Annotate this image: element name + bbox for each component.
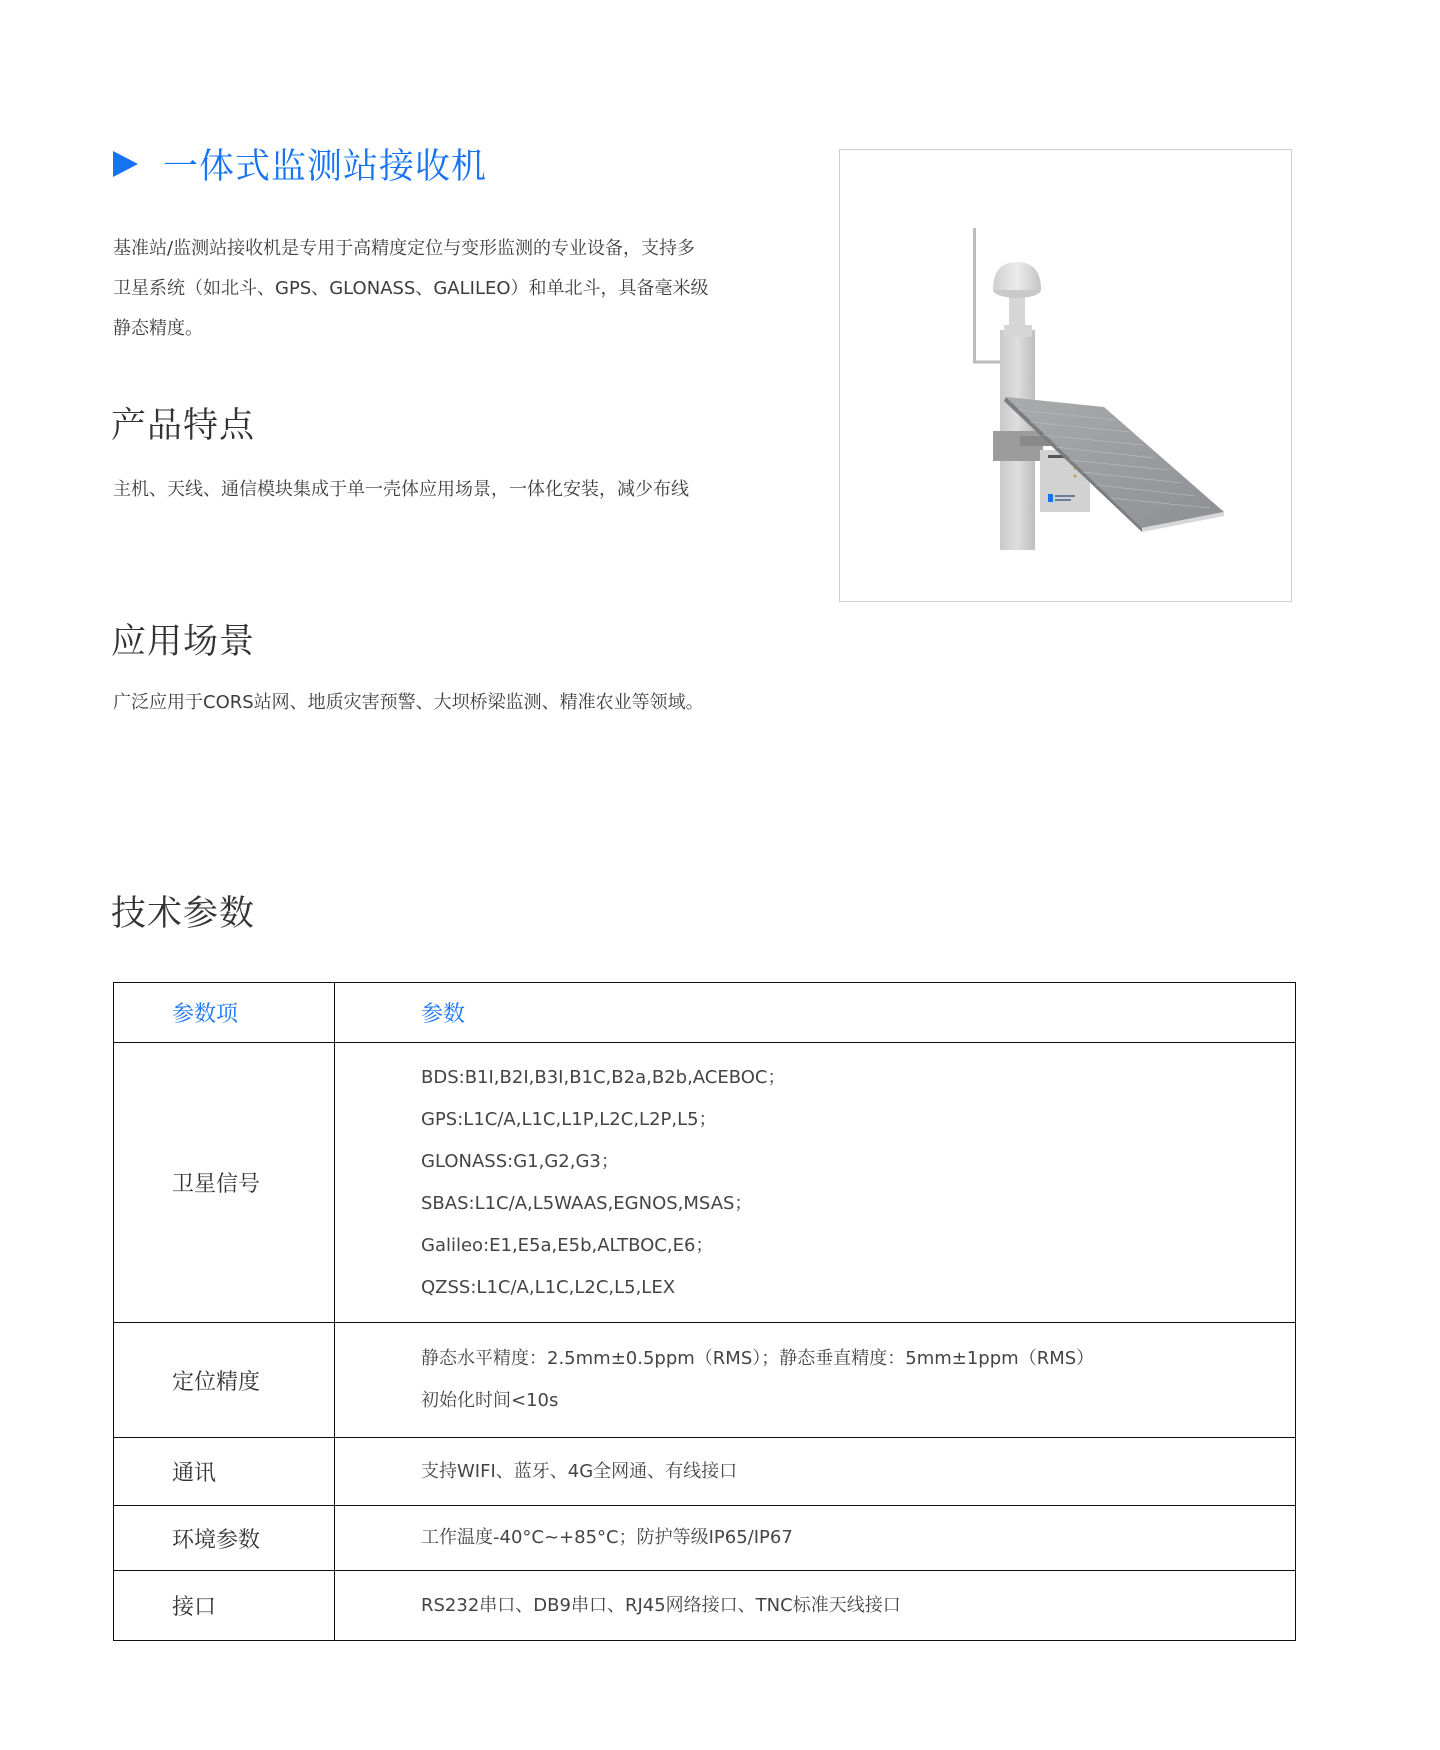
product-description: 基准站/监测站接收机是专用于高精度定位与变形监测的专业设备，支持多卫星系统（如北斗、GPS、GLONASS、GALILEO）和单北斗，具备毫米级静态精度。 [113, 238, 709, 339]
value-line: 静态水平精度：2.5mm±0.5ppm（RMS）；静态垂直精度：5mm±1ppm（RMS） [421, 1348, 1095, 1369]
value-line: SBAS:L1C/A,L5WAAS,EGNOS,MSAS； [421, 1192, 753, 1214]
scenarios-body: 广泛应用于CORS站网、地质灾害预警、大坝桥梁监测、精准农业等领域。 [113, 692, 704, 713]
table-row [114, 1438, 1296, 1506]
value-line: GPS:L1C/A,L1C,L1P,L2C,L2P,L5； [421, 1108, 717, 1130]
table-row [114, 1571, 1296, 1641]
value-line: Galileo:E1,E5a,E5b,ALTBOC,E6； [421, 1234, 714, 1256]
table-header-row [114, 983, 1296, 1043]
row-value-communication [335, 1438, 1296, 1506]
tech-specs-heading: 技术参数 [111, 894, 256, 934]
value-line: QZSS:L1C/A,L1C,L2C,L5,LEX [421, 1276, 676, 1298]
row-label-communication: 通讯 [114, 1438, 335, 1506]
value-line: RS232串口、DB9串口、RJ45网络接口、TNC标准天线接口 [421, 1594, 901, 1616]
value-line: 初始化时间<10s [421, 1390, 559, 1411]
value-line: 支持WIFI、蓝牙、4G全网通、有线接口 [421, 1460, 738, 1482]
row-label-satellite-signal: 卫星信号 [114, 1043, 335, 1323]
table-row [114, 1043, 1296, 1323]
row-label-positioning-accuracy: 定位精度 [114, 1323, 335, 1438]
value-line: GLONASS:G1,G2,G3； [421, 1150, 619, 1172]
product-image [839, 149, 1292, 602]
product-title-block [113, 140, 487, 188]
value-line: 工作温度-40°C~+85°C；防护等级IP65/IP67 [421, 1527, 793, 1548]
value-line: BDS:B1I,B2I,B3I,B1C,B2a,B2b,ACEBOC； [421, 1066, 786, 1088]
features-body: 主机、天线、通信模块集成于单一壳体应用场景，一体化安装，减少布线 [113, 479, 689, 500]
row-value-satellite-signal [335, 1043, 1296, 1323]
product-title: 一体式监测站接收机 [163, 147, 488, 187]
features-heading: 产品特点 [111, 406, 256, 446]
spec-table [113, 982, 1296, 1641]
triangle-bullet-icon [113, 151, 138, 177]
column-header-param-item: 参数项 [114, 983, 335, 1043]
row-value-positioning-accuracy [335, 1323, 1296, 1438]
scenarios-heading: 应用场景 [111, 622, 256, 662]
column-header-param-value: 参数 [335, 983, 1296, 1043]
monitoring-station-illustration [840, 150, 1293, 603]
table-row [114, 1506, 1296, 1571]
row-label-interfaces: 接口 [114, 1571, 335, 1641]
row-label-environment: 环境参数 [114, 1506, 335, 1571]
row-value-environment [335, 1506, 1296, 1571]
row-value-interfaces [335, 1571, 1296, 1641]
table-row [114, 1323, 1296, 1438]
